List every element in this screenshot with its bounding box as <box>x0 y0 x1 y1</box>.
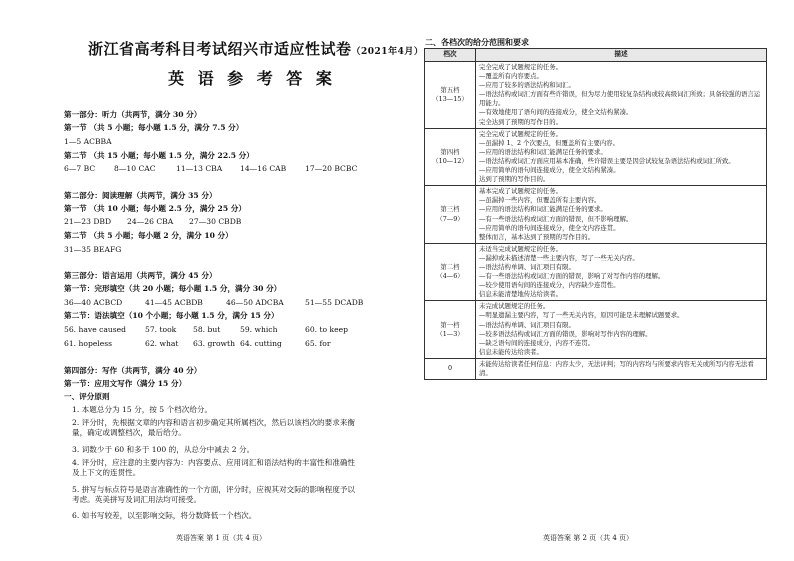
grade-criterion: —覆盖所有内容要点。 <box>479 72 543 81</box>
grade-criterion: —语法结构单调、词汇项目有限。 <box>479 262 575 271</box>
grade-level-cell <box>425 186 476 244</box>
grade-level: 第四档 <box>440 147 460 156</box>
grade-criterion: 信息未能清楚地传达给读者。 <box>479 290 563 299</box>
column-header-level: 档次 <box>425 49 476 62</box>
grade-score-range: （4—6） <box>436 272 464 281</box>
table-header-row <box>425 49 767 62</box>
table-row <box>425 243 767 301</box>
grade-criterion: —应用简单的语句间连接成分，使全文内容连贯。 <box>479 223 620 232</box>
grade-criterion: 未能传达给读者任何信息：内容太少，无法评判；写的内容均与所要求内容无关或所写内容无法看清。 <box>479 359 754 377</box>
grammar-answer: 61. hopeless <box>64 339 113 348</box>
grade-criterion: 完全达到了预期的写作目的。 <box>479 117 563 126</box>
table-row <box>425 128 767 186</box>
grade-criterion: —应用了较多的语法结构和词汇。 <box>479 81 575 90</box>
grade-criterion: —语法结构或词汇方面有些许错误，但为尽力使用较复杂结构或较高级词汇所致；具备较强的语言运用能力。 <box>479 90 761 108</box>
grade-criterion: —虽漏掉 1、2 个次要点，但覆盖所有主要内容。 <box>479 138 620 147</box>
answers-36-40: 36—40 ACBCD <box>64 298 123 307</box>
principle-3: 3. 词数少于 60 和多于 100 的，从总分中减去 2 分。 <box>72 445 255 454</box>
grade-criterion: 完全完成了试题规定的任务。 <box>479 63 563 71</box>
page-footer: 英语答案 第 1 页（共 4 页） <box>176 534 267 542</box>
grade-level: 第一档 <box>440 320 460 329</box>
grade-level: 第五档 <box>440 85 460 94</box>
grade-criterion: 信息未能传达给读者。 <box>479 347 543 356</box>
part2-section1-heading: 第一节 （共 10 小题；每小题 2.5 分，满分 25 分） <box>64 204 246 213</box>
grade-level: 0 <box>447 364 453 373</box>
grammar-answer: 59. which <box>240 325 278 334</box>
part1-section1-heading: 第一节 （共 5 小题；每小题 1.5 分，满分 7.5 分） <box>64 123 244 132</box>
part2-heading: 第二部分：阅读理解（共两节，满分 35 分） <box>64 191 217 200</box>
part1-heading: 第一部分：听力（共两节，满分 30 分） <box>64 110 202 119</box>
grade-criterion: 完全完成了试题规定的任务。 <box>479 129 563 138</box>
principle-1: 1. 本题总分为 15 分，按 5 个档次给分。 <box>72 405 213 414</box>
grade-criterion: —应用简单的语句间连接成分，使全文结构紧凑。 <box>479 166 620 175</box>
grade-score-range: （7—9） <box>436 214 464 223</box>
part1-section2-heading: 第二节 （共 15 小题；每小题 1.5 分，满分 22.5 分） <box>64 151 254 160</box>
answers-31-35: 31—35 BEAFG <box>64 245 122 254</box>
grammar-answer: 57. took <box>145 325 177 334</box>
grade-criterion: —虽漏掉一些内容，但覆盖所有主要内容。 <box>479 196 601 205</box>
part3-section2-heading: 第二节：语法填空（10 个小题；每小题 1.5 分，满分 15 分） <box>64 311 279 320</box>
grading-table-body <box>425 62 767 380</box>
grade-score-range: （13—15） <box>432 94 468 103</box>
principle-4: 4. 评分时，应注意的主要内容为：内容要点、应用词汇和语法结构的丰富性和准确性及上下文的连贯性。 <box>72 458 356 477</box>
grade-level-cell <box>425 301 476 359</box>
grade-level-cell <box>425 243 476 301</box>
grammar-answer: 60. to keep <box>305 325 348 334</box>
table-row <box>425 358 767 379</box>
answers-46-50: 46—50 ADCBA <box>226 298 284 307</box>
grade-level-cell <box>425 62 476 129</box>
grade-criterion: —语法结构或词汇方面应用基本准确，些许错误主要是因尝试较复杂语法结构或词汇所致。 <box>479 156 735 165</box>
exam-date-note: （2021年4月） <box>351 47 424 57</box>
grade-criterion: 未完成试题规定的任务。 <box>479 302 550 311</box>
grammar-answer: 64. cutting <box>240 339 282 348</box>
grade-score-range: （10—12） <box>432 156 468 165</box>
grade-score-range: （1—3） <box>436 329 464 338</box>
answers-17-20: 17—20 BCBC <box>305 164 358 173</box>
grade-criterion: —有效地使用了语句间的连接成分，使全文结构紧凑。 <box>479 108 633 117</box>
exam-title-text: 浙江省高考科目考试绍兴市适应性试卷 <box>88 40 352 58</box>
answers-8-10: 8—10 CAC <box>114 164 156 173</box>
page-footer: 英语答案 第 2 页（共 4 页） <box>543 534 634 542</box>
grade-description-cell <box>476 186 767 244</box>
grade-criterion: —较多语法结构或词汇方面的错误，影响对写作内容的理解。 <box>479 329 652 338</box>
exam-title <box>88 38 423 59</box>
answer-key-title: 英 语 参 考 答 案 <box>168 69 336 88</box>
part3-heading: 第三部分：语言运用（共两节，满分 45 分） <box>64 271 217 280</box>
part3-section1-heading: 第一节：完形填空（共 20 小题；每小题 1.5 分，满分 30 分） <box>64 284 282 293</box>
grade-criterion: —较少使用语句间的连接成分，内容缺少连贯性。 <box>479 281 620 290</box>
answers-41-45: 41—45 ACBDB <box>145 298 203 307</box>
answers-51-55: 51—55 DCADB <box>305 298 364 307</box>
grading-table <box>424 48 767 380</box>
grade-criterion: —应用的语法结构和词汇能满足任务的要求。 <box>479 147 607 156</box>
answers-6-7: 6—7 BC <box>64 164 96 173</box>
grading-levels-heading: 二、各档次的给分范围和要求 <box>425 37 529 47</box>
grade-criterion: —应用的语法结构和词汇能满足任务的要求。 <box>479 205 607 214</box>
grade-criterion: —有一些语法结构或词汇方面的错误，影响了对写作内容的理解。 <box>479 272 665 281</box>
grade-criterion: 整体而言，基本达到了预期的写作目的。 <box>479 232 595 241</box>
column-header-description: 描述 <box>476 49 767 62</box>
answers-27-30: 27—30 CBDB <box>189 217 242 226</box>
grammar-answer: 65. for <box>305 339 331 348</box>
grade-description-cell <box>476 62 767 129</box>
grade-criterion: —漏掉或未描述清楚一些主要内容，写了一些无关内容。 <box>479 253 639 262</box>
table-row <box>425 301 767 359</box>
grade-level-cell <box>425 358 476 379</box>
answer-page-2 <box>397 0 794 561</box>
scoring-principles-heading: 一、评分原则 <box>64 392 110 401</box>
grade-level-cell <box>425 128 476 186</box>
grade-criterion: —缺乏语句间的连接成分，内容不连贯。 <box>479 338 595 347</box>
grade-level: 第三档 <box>440 205 460 214</box>
grammar-answer: 62. what <box>145 339 179 348</box>
grade-level: 第二档 <box>440 262 460 271</box>
part2-section2-heading: 第二节 （共 5 小题；每小题 2 分，满分 10 分） <box>64 231 233 240</box>
grade-criterion: 基本完成了试题规定的任务。 <box>479 187 563 196</box>
grade-criterion: 达到了预期的写作目的。 <box>479 175 550 184</box>
grade-criterion: —语法结构单调、词汇项目有限。 <box>479 320 575 329</box>
answers-1-5: 1—5 ACBBA <box>64 137 112 146</box>
answers-14-16: 14—16 CAB <box>240 164 287 173</box>
answers-24-26: 24—26 CBA <box>127 217 174 226</box>
part4-heading: 第四部分：写作（共两节，满分 40 分） <box>64 366 202 375</box>
principle-5: 5. 拼写与标点符号是语言准确性的一个方面，评分时，应视其对交际的影响程度予以考虑。英美拼写及词汇用法均可接受。 <box>72 485 356 504</box>
answers-11-13: 11—13 CBA <box>176 164 223 173</box>
grade-description-cell <box>476 358 767 379</box>
table-row <box>425 186 767 244</box>
grade-description-cell <box>476 301 767 359</box>
principle-2: 2. 评分时，先根据文章的内容和语言初步确定其所属档次，然后以该档次的要求来衡量，确定或调整档次，最后给分。 <box>72 418 356 437</box>
table-row <box>425 62 767 129</box>
answers-21-23: 21—23 DBD <box>64 217 112 226</box>
principle-6: 6. 如书写较差，以至影响交际，将分数降低一个档次。 <box>72 511 257 520</box>
grammar-answer: 63. growth <box>193 339 235 348</box>
grade-criterion: —有一些语法结构或词汇方面的错误，但不影响理解。 <box>479 214 633 223</box>
grade-criterion: 未适当完成试题规定的任务。 <box>479 244 563 253</box>
part4-section1-heading: 第一节：应用文写作（满分 15 分） <box>64 379 187 388</box>
grammar-answer: 58. but <box>193 325 221 334</box>
grade-criterion: —明显遗漏主要内容，写了一些无关内容，原因可能是未理解试题要求。 <box>479 311 684 320</box>
grammar-answer: 56. have caused <box>64 325 127 334</box>
grade-description-cell <box>476 243 767 301</box>
grade-description-cell <box>476 128 767 186</box>
